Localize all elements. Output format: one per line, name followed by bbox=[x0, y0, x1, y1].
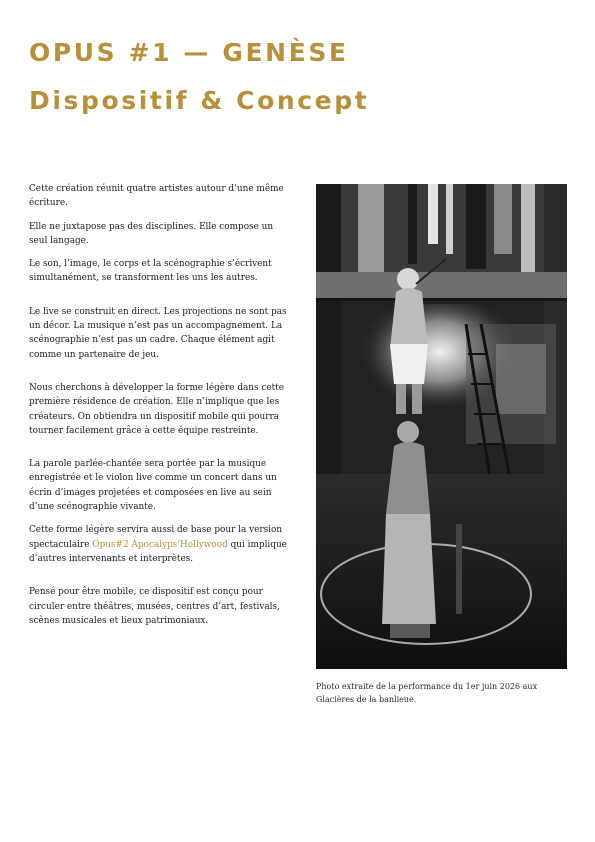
photo-caption: Photo extraite de la performance du 1er juin 2026 aux Glacières de la banlieue. bbox=[316, 682, 538, 704]
paragraph-7-text: Cette forme légère servira aussi de base pour la version spectaculaire bbox=[29, 525, 283, 550]
opus2-link[interactable]: Opus#2 Apocalyps’Hollywood bbox=[92, 539, 228, 550]
paragraph-7-text-end: qui implique d’autres intervenants et interprètes. bbox=[29, 539, 287, 564]
paragraph-5: Nous cherchons à développer la forme légère dans cette première résidence de création. Elle n’implique que les créateurs. On obtiendra un dispositif mobile qui pourra tourner facilement grâce à cette équipe restreinte. bbox=[29, 382, 284, 436]
paragraph-7 bbox=[29, 523, 287, 566]
paragraph-4: Le live se construit en direct. Les projections ne sont pas un décor. La musique n’est pas un accompagnement. La scénographie n’est pas un cadre. Chaque élément agit comme un partenaire de jeu. bbox=[29, 306, 287, 360]
page-title: OPUS #1 — GENÈSE bbox=[29, 38, 349, 67]
paragraph-1: Cette création réunit quatre artistes autour d’une même écriture. bbox=[29, 184, 284, 209]
paragraph-6: La parole parlée-chantée sera portée par la musique enregistrée et le violon live comme un concert dans un écrin d’images projetées et composées en live au sein d’une scénographie vivante. bbox=[29, 459, 277, 513]
paragraph-8: Pensé pour être mobile, ce dispositif est conçu pour circuler entre théâtres, musées, centres d’art, festivals, scènes musicales et lieux patrimoniaux. bbox=[29, 587, 280, 626]
paragraph-3: Le son, l’image, le corps et la scénographie s’écrivent simultanément, se transforment les uns les autres. bbox=[29, 259, 272, 284]
paragraph-2: Elle ne juxtapose pas des disciplines. Elle compose un seul langage. bbox=[29, 221, 274, 246]
body-text bbox=[29, 182, 287, 637]
page-subtitle: Dispositif & Concept bbox=[29, 86, 370, 115]
performance-photo-illustration bbox=[316, 184, 567, 669]
performance-photo bbox=[316, 184, 567, 669]
